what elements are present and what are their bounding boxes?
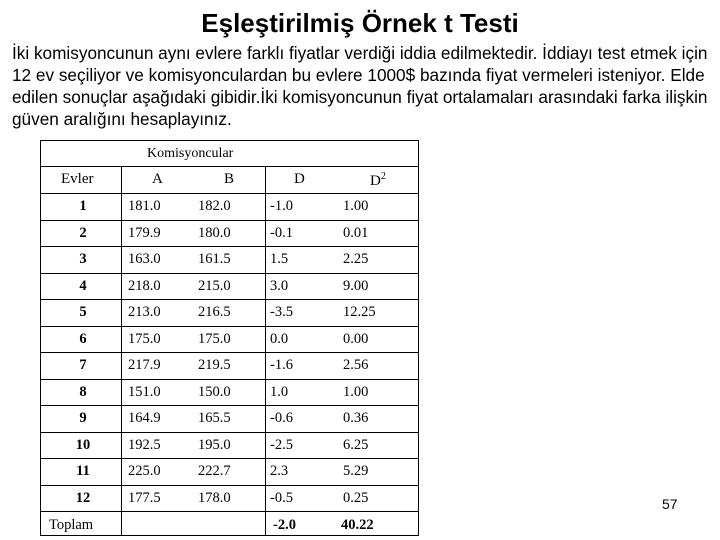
row-divider bbox=[41, 405, 418, 406]
cell-d2: 2.56 bbox=[343, 357, 369, 373]
row-divider bbox=[41, 458, 418, 459]
row-divider bbox=[41, 326, 418, 327]
cell-d2: 0.25 bbox=[343, 489, 369, 506]
cell-evler: 9 bbox=[79, 410, 87, 426]
column-header-d-squared-base: D bbox=[370, 173, 381, 189]
cell-d2: 0.01 bbox=[343, 224, 369, 241]
cell-b: 219.5 bbox=[198, 357, 231, 373]
group-header bbox=[41, 141, 418, 167]
cell-d2: 9.00 bbox=[343, 277, 369, 294]
cell-b: 178.0 bbox=[198, 489, 231, 506]
row-divider bbox=[41, 379, 418, 380]
cell-a: 164.9 bbox=[128, 410, 161, 426]
cell-a: 181.0 bbox=[128, 198, 161, 214]
total-d: -2.0 bbox=[273, 517, 296, 533]
cell-evler: 7 bbox=[79, 357, 87, 373]
row-divider bbox=[41, 220, 418, 221]
row-divider bbox=[41, 299, 418, 300]
cell-evler: 12 bbox=[75, 489, 91, 506]
cell-a: 213.0 bbox=[128, 304, 161, 320]
cell-d2: 0.00 bbox=[343, 330, 369, 347]
cell-d2: 1.00 bbox=[343, 198, 369, 214]
cell-d: 3.0 bbox=[270, 277, 289, 294]
cell-d2: 0.36 bbox=[343, 410, 369, 426]
cell-a: 163.0 bbox=[128, 251, 161, 267]
cell-d2: 2.25 bbox=[343, 251, 369, 267]
cell-b: 215.0 bbox=[198, 277, 231, 294]
cell-d: -2.5 bbox=[270, 436, 293, 453]
column-header-d: D bbox=[294, 171, 305, 187]
total-d-squared: 40.22 bbox=[341, 517, 374, 533]
cell-evler: 2 bbox=[79, 224, 87, 241]
cell-a: 151.0 bbox=[128, 383, 161, 400]
row-divider bbox=[41, 511, 418, 512]
cell-d: -0.6 bbox=[270, 410, 293, 426]
column-header-a: A bbox=[152, 171, 163, 187]
cell-a: 175.0 bbox=[128, 330, 161, 347]
cell-evler: 6 bbox=[79, 330, 87, 347]
cell-d: 2.3 bbox=[270, 463, 289, 479]
row-divider bbox=[41, 246, 418, 247]
cell-evler: 4 bbox=[79, 277, 87, 294]
cell-d: 1.0 bbox=[270, 383, 289, 400]
cell-b: 165.5 bbox=[198, 410, 231, 426]
cell-evler: 1 bbox=[79, 198, 87, 214]
cell-b: 161.5 bbox=[198, 251, 231, 267]
column-header-d-squared bbox=[370, 171, 386, 190]
cell-d: 0.0 bbox=[270, 330, 289, 347]
cell-b: 222.7 bbox=[198, 463, 231, 479]
problem-statement: İki komisyoncunun aynı evlere farklı fiyatlar verdiği iddia edilmektedir. İddiayı test etmek için 12 ev seçiliyor ve komisyonculardan bu evlere 1000$ bazında fiyat vermeleri isteniyor. Elde edilen sonuçlar aşağıdaki gibidir.İki komisyoncunun fiyat ortalamaları arasındaki farka ilişkin güven aralığını hesaplayınız. bbox=[12, 43, 708, 129]
cell-d: -1.6 bbox=[270, 357, 293, 373]
total-label: Toplam bbox=[49, 517, 94, 533]
column-header-b: B bbox=[224, 171, 235, 187]
cell-d2: 6.25 bbox=[343, 436, 369, 453]
cell-evler: 3 bbox=[79, 251, 87, 267]
data-table bbox=[40, 140, 419, 536]
cell-b: 216.5 bbox=[198, 304, 231, 320]
cell-d2: 12.25 bbox=[343, 304, 376, 320]
cell-a: 225.0 bbox=[128, 463, 161, 479]
cell-b: 182.0 bbox=[198, 198, 231, 214]
cell-evler: 5 bbox=[79, 304, 87, 320]
row-divider bbox=[41, 432, 418, 433]
cell-d2: 5.29 bbox=[343, 463, 369, 479]
cell-b: 150.0 bbox=[198, 383, 231, 400]
column-header-evler: Evler bbox=[61, 171, 94, 187]
page-number: 57 bbox=[662, 496, 678, 512]
cell-d: -0.1 bbox=[270, 224, 293, 241]
cell-a: 179.9 bbox=[128, 224, 161, 241]
column-divider bbox=[121, 167, 122, 535]
cell-a: 218.0 bbox=[128, 277, 161, 294]
cell-d2: 1.00 bbox=[343, 383, 369, 400]
row-divider bbox=[41, 193, 418, 194]
cell-b: 175.0 bbox=[198, 330, 231, 347]
cell-d: -0.5 bbox=[270, 489, 293, 506]
row-divider bbox=[41, 485, 418, 486]
cell-a: 217.9 bbox=[128, 357, 161, 373]
cell-evler: 8 bbox=[79, 383, 87, 400]
cell-a: 192.5 bbox=[128, 436, 161, 453]
column-divider bbox=[265, 167, 266, 535]
slide-title: Eşleştirilmiş Örnek t Testi bbox=[201, 8, 519, 38]
cell-a: 177.5 bbox=[128, 489, 161, 506]
cell-evler: 11 bbox=[76, 463, 90, 479]
group-header-label: Komisyoncular bbox=[147, 146, 234, 161]
row-divider bbox=[41, 352, 418, 353]
cell-b: 195.0 bbox=[198, 436, 231, 453]
cell-b: 180.0 bbox=[198, 224, 231, 241]
column-header-d-squared-exponent: 2 bbox=[380, 171, 386, 182]
cell-d: -1.0 bbox=[270, 198, 293, 214]
row-divider bbox=[41, 273, 418, 274]
cell-d: 1.5 bbox=[270, 251, 289, 267]
cell-evler: 10 bbox=[75, 436, 91, 453]
cell-d: -3.5 bbox=[270, 304, 293, 320]
